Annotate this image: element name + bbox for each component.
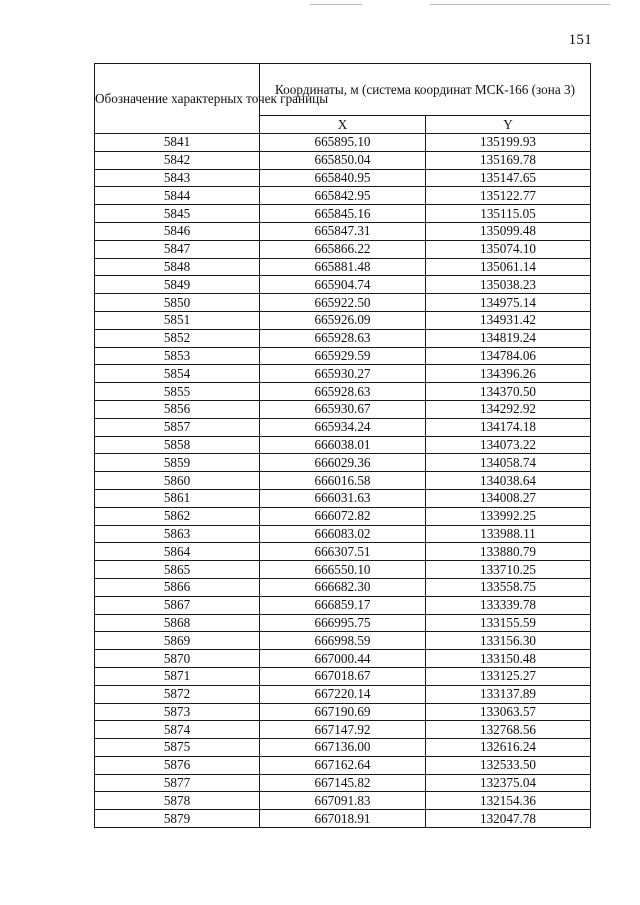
table-header (95, 64, 591, 134)
point-id-cell: 5841 (95, 134, 260, 152)
y-coordinate-cell: 134038.64 (426, 472, 591, 490)
x-coordinate-cell: 666859.17 (260, 596, 426, 614)
table-row (95, 667, 591, 685)
table-row (95, 578, 591, 596)
x-coordinate-cell: 667018.91 (260, 810, 426, 828)
x-coordinate-cell: 666995.75 (260, 614, 426, 632)
point-id-cell: 5847 (95, 240, 260, 258)
y-coordinate-cell: 132375.04 (426, 774, 591, 792)
y-coordinate-cell: 133156.30 (426, 632, 591, 650)
x-coordinate-cell: 667190.69 (260, 703, 426, 721)
table-row (95, 294, 591, 312)
point-id-cell: 5876 (95, 756, 260, 774)
table-row (95, 187, 591, 205)
y-coordinate-cell: 133710.25 (426, 561, 591, 579)
point-id-cell: 5863 (95, 525, 260, 543)
table-row (95, 383, 591, 401)
point-id-cell: 5851 (95, 311, 260, 329)
table-row (95, 561, 591, 579)
x-coordinate-cell: 666550.10 (260, 561, 426, 579)
point-id-cell: 5873 (95, 703, 260, 721)
y-coordinate-cell: 135122.77 (426, 187, 591, 205)
point-id-cell: 5874 (95, 721, 260, 739)
table-row (95, 134, 591, 152)
y-coordinate-cell: 132154.36 (426, 792, 591, 810)
point-id-cell: 5852 (95, 329, 260, 347)
point-id-cell: 5869 (95, 632, 260, 650)
point-id-cell: 5849 (95, 276, 260, 294)
x-coordinate-cell: 666072.82 (260, 507, 426, 525)
x-coordinate-cell: 667145.82 (260, 774, 426, 792)
point-id-cell: 5860 (95, 472, 260, 490)
table-row (95, 329, 591, 347)
x-coordinate-cell: 666682.30 (260, 578, 426, 596)
point-id-cell: 5864 (95, 543, 260, 561)
point-id-cell: 5855 (95, 383, 260, 401)
point-id-cell: 5867 (95, 596, 260, 614)
table-row (95, 721, 591, 739)
x-coordinate-cell: 666307.51 (260, 543, 426, 561)
y-coordinate-cell: 132616.24 (426, 739, 591, 757)
y-coordinate-cell: 134784.06 (426, 347, 591, 365)
table-row (95, 739, 591, 757)
x-coordinate-cell: 665847.31 (260, 222, 426, 240)
x-coordinate-cell: 665930.67 (260, 400, 426, 418)
x-coordinate-cell: 665895.10 (260, 134, 426, 152)
x-coordinate-cell: 665926.09 (260, 311, 426, 329)
table-row (95, 365, 591, 383)
y-coordinate-cell: 135099.48 (426, 222, 591, 240)
y-coordinate-cell: 133125.27 (426, 667, 591, 685)
x-coordinate-cell: 665929.59 (260, 347, 426, 365)
coordinates-header: Координаты, м (система координат МСК-166 (зона 3) (260, 64, 591, 116)
y-coordinate-cell: 132533.50 (426, 756, 591, 774)
table-row (95, 650, 591, 668)
y-coordinate-cell: 135074.10 (426, 240, 591, 258)
y-coordinate-cell: 134396.26 (426, 365, 591, 383)
point-id-cell: 5865 (95, 561, 260, 579)
table-row (95, 792, 591, 810)
x-coordinate-cell: 665881.48 (260, 258, 426, 276)
y-coordinate-cell: 134370.50 (426, 383, 591, 401)
table-row (95, 596, 591, 614)
y-coordinate-cell: 133137.89 (426, 685, 591, 703)
point-designation-header: Обозначение характерных точек границы (95, 64, 260, 134)
table-row (95, 756, 591, 774)
y-coordinate-cell: 134073.22 (426, 436, 591, 454)
table-row (95, 454, 591, 472)
y-coordinate-cell: 133988.11 (426, 525, 591, 543)
y-coordinate-cell: 134058.74 (426, 454, 591, 472)
y-coordinate-cell: 135199.93 (426, 134, 591, 152)
table-row (95, 472, 591, 490)
table-row (95, 614, 591, 632)
point-id-cell: 5854 (95, 365, 260, 383)
x-coordinate-cell: 665840.95 (260, 169, 426, 187)
point-id-cell: 5846 (95, 222, 260, 240)
table-row (95, 810, 591, 828)
x-coordinate-cell: 665934.24 (260, 418, 426, 436)
table-row (95, 276, 591, 294)
point-id-cell: 5859 (95, 454, 260, 472)
x-coordinate-cell: 667136.00 (260, 739, 426, 757)
point-id-cell: 5862 (95, 507, 260, 525)
point-id-cell: 5844 (95, 187, 260, 205)
x-coordinate-cell: 666031.63 (260, 489, 426, 507)
y-coordinate-cell: 134174.18 (426, 418, 591, 436)
table-row (95, 436, 591, 454)
table-row (95, 258, 591, 276)
x-coordinate-cell: 665842.95 (260, 187, 426, 205)
y-coordinate-cell: 133880.79 (426, 543, 591, 561)
y-coordinate-cell: 133558.75 (426, 578, 591, 596)
table-row (95, 240, 591, 258)
y-coordinate-cell: 132768.56 (426, 721, 591, 739)
y-coordinate-cell: 135115.05 (426, 205, 591, 223)
y-coordinate-cell: 132047.78 (426, 810, 591, 828)
point-id-cell: 5870 (95, 650, 260, 668)
x-coordinate-cell: 665845.16 (260, 205, 426, 223)
table-row (95, 507, 591, 525)
table-row (95, 418, 591, 436)
table-row (95, 311, 591, 329)
x-coordinate-cell: 666016.58 (260, 472, 426, 490)
x-coordinate-cell: 666029.36 (260, 454, 426, 472)
scan-artifact-line (430, 4, 610, 5)
y-column-header: Y (426, 116, 591, 134)
point-id-cell: 5853 (95, 347, 260, 365)
point-id-cell: 5879 (95, 810, 260, 828)
x-coordinate-cell: 665928.63 (260, 383, 426, 401)
y-coordinate-cell: 134008.27 (426, 489, 591, 507)
y-coordinate-cell: 135169.78 (426, 151, 591, 169)
x-coordinate-cell: 667162.64 (260, 756, 426, 774)
x-coordinate-cell: 665930.27 (260, 365, 426, 383)
x-coordinate-cell: 666998.59 (260, 632, 426, 650)
y-coordinate-cell: 133339.78 (426, 596, 591, 614)
table-row (95, 703, 591, 721)
y-coordinate-cell: 133063.57 (426, 703, 591, 721)
scan-artifact-line (310, 4, 362, 5)
point-id-cell: 5856 (95, 400, 260, 418)
x-coordinate-cell: 667147.92 (260, 721, 426, 739)
point-id-cell: 5878 (95, 792, 260, 810)
x-coordinate-cell: 665904.74 (260, 276, 426, 294)
table-row (95, 525, 591, 543)
table-row (95, 543, 591, 561)
y-coordinate-cell: 133992.25 (426, 507, 591, 525)
table-row (95, 685, 591, 703)
page-number: 151 (568, 32, 592, 48)
point-id-cell: 5845 (95, 205, 260, 223)
table-row (95, 151, 591, 169)
x-coordinate-cell: 667220.14 (260, 685, 426, 703)
x-coordinate-cell: 665850.04 (260, 151, 426, 169)
table-row (95, 489, 591, 507)
point-id-cell: 5877 (95, 774, 260, 792)
point-id-cell: 5875 (95, 739, 260, 757)
y-coordinate-cell: 135061.14 (426, 258, 591, 276)
y-coordinate-cell: 134975.14 (426, 294, 591, 312)
x-column-header: X (260, 116, 426, 134)
point-id-cell: 5866 (95, 578, 260, 596)
x-coordinate-cell: 667091.83 (260, 792, 426, 810)
y-coordinate-cell: 134931.42 (426, 311, 591, 329)
point-id-cell: 5868 (95, 614, 260, 632)
y-coordinate-cell: 134292.92 (426, 400, 591, 418)
table-row (95, 400, 591, 418)
x-coordinate-cell: 666038.01 (260, 436, 426, 454)
point-id-cell: 5857 (95, 418, 260, 436)
y-coordinate-cell: 135147.65 (426, 169, 591, 187)
y-coordinate-cell: 133150.48 (426, 650, 591, 668)
y-coordinate-cell: 134819.24 (426, 329, 591, 347)
point-id-cell: 5858 (95, 436, 260, 454)
table-row (95, 205, 591, 223)
point-id-cell: 5861 (95, 489, 260, 507)
y-coordinate-cell: 133155.59 (426, 614, 591, 632)
x-coordinate-cell: 667000.44 (260, 650, 426, 668)
point-id-cell: 5842 (95, 151, 260, 169)
x-coordinate-cell: 665928.63 (260, 329, 426, 347)
table-row (95, 347, 591, 365)
table-row (95, 222, 591, 240)
point-id-cell: 5872 (95, 685, 260, 703)
x-coordinate-cell: 667018.67 (260, 667, 426, 685)
coordinates-table (94, 63, 591, 828)
table-row (95, 774, 591, 792)
table-row (95, 632, 591, 650)
table-body (95, 134, 591, 828)
x-coordinate-cell: 665866.22 (260, 240, 426, 258)
point-id-cell: 5843 (95, 169, 260, 187)
x-coordinate-cell: 666083.02 (260, 525, 426, 543)
table-row (95, 169, 591, 187)
y-coordinate-cell: 135038.23 (426, 276, 591, 294)
point-id-cell: 5850 (95, 294, 260, 312)
x-coordinate-cell: 665922.50 (260, 294, 426, 312)
point-id-cell: 5848 (95, 258, 260, 276)
point-id-cell: 5871 (95, 667, 260, 685)
